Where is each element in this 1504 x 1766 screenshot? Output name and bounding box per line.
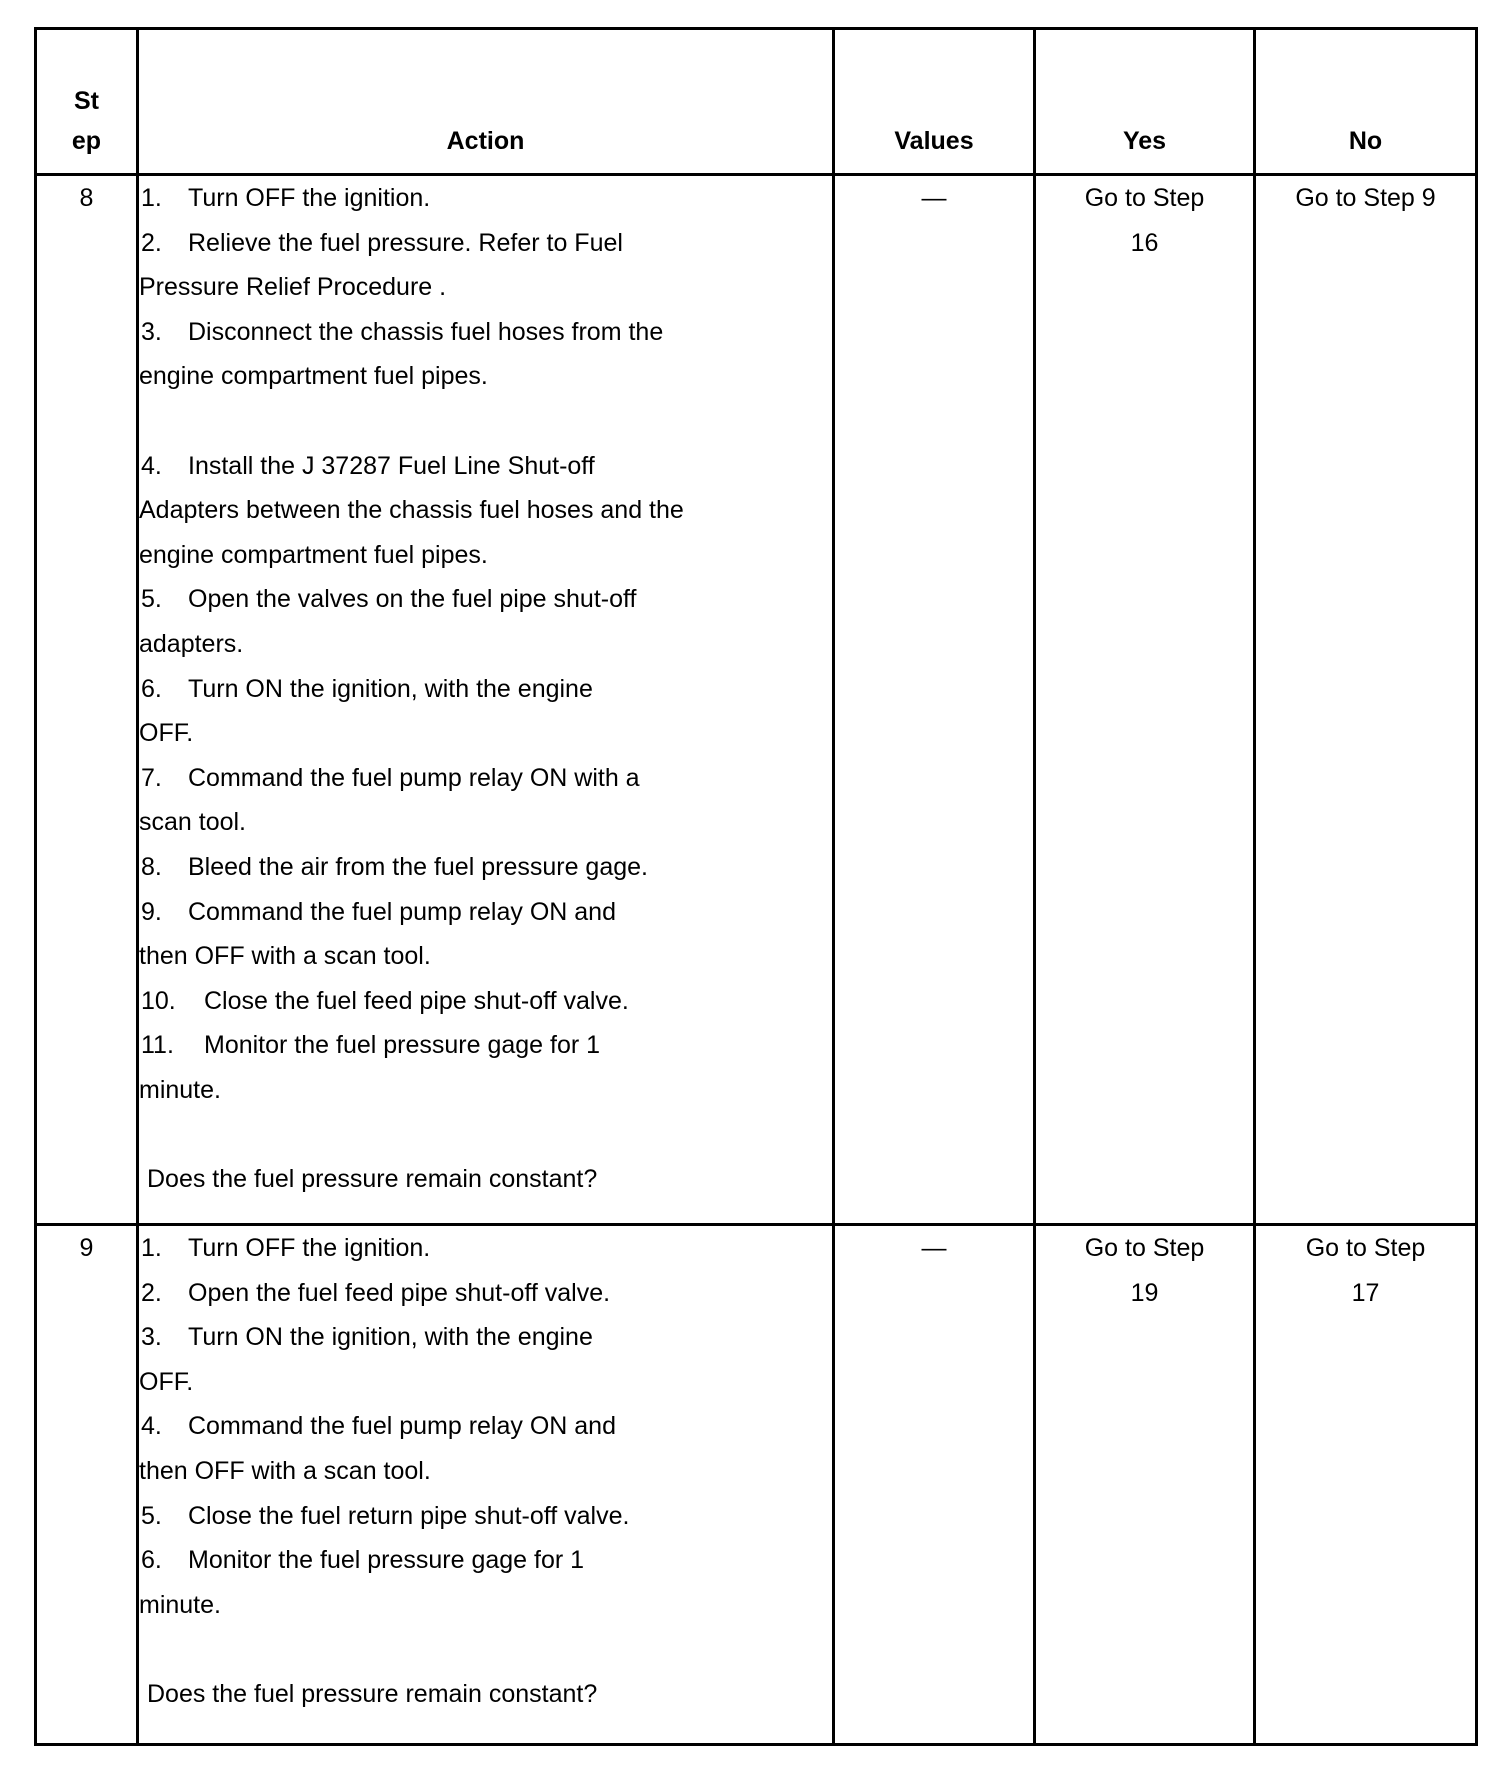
action-line: 6. Turn ON the ignition, with the engine — [141, 674, 593, 703]
header-yes: Yes — [1035, 29, 1255, 175]
action-line: 9. Command the fuel pump relay ON and — [141, 897, 616, 926]
action-line-cont: scan tool. — [139, 808, 247, 837]
yes-cell — [1035, 175, 1255, 1225]
action-line: 3. Disconnect the chassis fuel hoses from the — [141, 317, 664, 346]
action-cell — [138, 1225, 834, 1745]
diagnostic-table — [34, 27, 1478, 1746]
action-line: 8. Bleed the air from the fuel pressure gage. — [141, 852, 648, 881]
action-line-cont: engine compartment fuel pipes. — [139, 540, 488, 569]
no-goto-line1: Go to Step 9 — [1295, 184, 1436, 212]
action-line: 2. Relieve the fuel pressure. Refer to Fuel — [141, 228, 623, 257]
values-cell — [834, 175, 1035, 1225]
table-row — [36, 175, 1477, 1225]
action-line-cont: OFF. — [139, 1367, 194, 1396]
action-line: 5. Close the fuel return pipe shut-off valve. — [141, 1501, 630, 1530]
question-text: Does the fuel pressure remain constant? — [147, 1165, 598, 1194]
action-line: 1. Turn OFF the ignition. — [141, 184, 431, 212]
step-number: 9 — [36, 1225, 138, 1745]
no-cell — [1255, 1225, 1477, 1745]
spacer — [139, 1112, 832, 1157]
action-line-cont: engine compartment fuel pipes. — [139, 362, 488, 391]
values-cell — [834, 1225, 1035, 1745]
action-line: 5. Open the valves on the fuel pipe shut-off — [141, 585, 637, 614]
header-values: Values — [834, 29, 1035, 175]
step-number: 8 — [36, 175, 138, 1225]
header-step-line1: St — [74, 87, 99, 115]
action-line-cont: then OFF with a scan tool. — [139, 942, 431, 971]
action-line-cont: minute. — [139, 1590, 221, 1619]
header-action: Action — [138, 29, 834, 175]
action-line-cont: minute. — [139, 1075, 221, 1104]
action-line: 4. Command the fuel pump relay ON and — [141, 1412, 616, 1441]
table-row — [36, 1225, 1477, 1745]
spacer — [139, 1627, 832, 1672]
action-line: 3. Turn ON the ignition, with the engine — [141, 1323, 593, 1352]
value-dash: — — [921, 1234, 947, 1262]
yes-goto-line1: Go to Step — [1084, 184, 1205, 212]
action-line: 11. Monitor the fuel pressure gage for 1 — [141, 1031, 601, 1060]
action-line: 7. Command the fuel pump relay ON with a — [141, 763, 640, 792]
action-line-cont: Pressure Relief Procedure . — [139, 273, 447, 302]
value-dash: — — [921, 184, 947, 212]
action-line: 1. Turn OFF the ignition. — [141, 1234, 431, 1262]
header-step-line2: ep — [71, 127, 102, 155]
action-line-cont: adapters. — [139, 629, 244, 658]
no-goto-line2: 17 — [1351, 1278, 1380, 1307]
action-line: 4. Install the J 37287 Fuel Line Shut-off — [141, 451, 595, 480]
yes-goto-line2: 19 — [1130, 1278, 1159, 1307]
action-line: 10. Close the fuel feed pipe shut-off valve. — [141, 986, 629, 1015]
action-cell — [138, 175, 834, 1225]
action-line-cont: Adapters between the chassis fuel hoses and the — [139, 496, 684, 525]
yes-goto-line1: Go to Step — [1084, 1234, 1205, 1262]
header-row — [36, 29, 1477, 175]
yes-goto-line2: 16 — [1130, 228, 1159, 257]
spacer — [139, 399, 832, 444]
no-goto-line1: Go to Step — [1305, 1234, 1426, 1262]
action-line: 2. Open the fuel feed pipe shut-off valve. — [141, 1278, 611, 1307]
action-line-cont: OFF. — [139, 719, 194, 748]
yes-cell — [1035, 1225, 1255, 1745]
action-line: 6. Monitor the fuel pressure gage for 1 — [141, 1546, 585, 1575]
question-text: Does the fuel pressure remain constant? — [147, 1679, 598, 1708]
header-no: No — [1255, 29, 1477, 175]
header-step — [36, 29, 138, 175]
no-cell — [1255, 175, 1477, 1225]
action-line-cont: then OFF with a scan tool. — [139, 1456, 431, 1485]
